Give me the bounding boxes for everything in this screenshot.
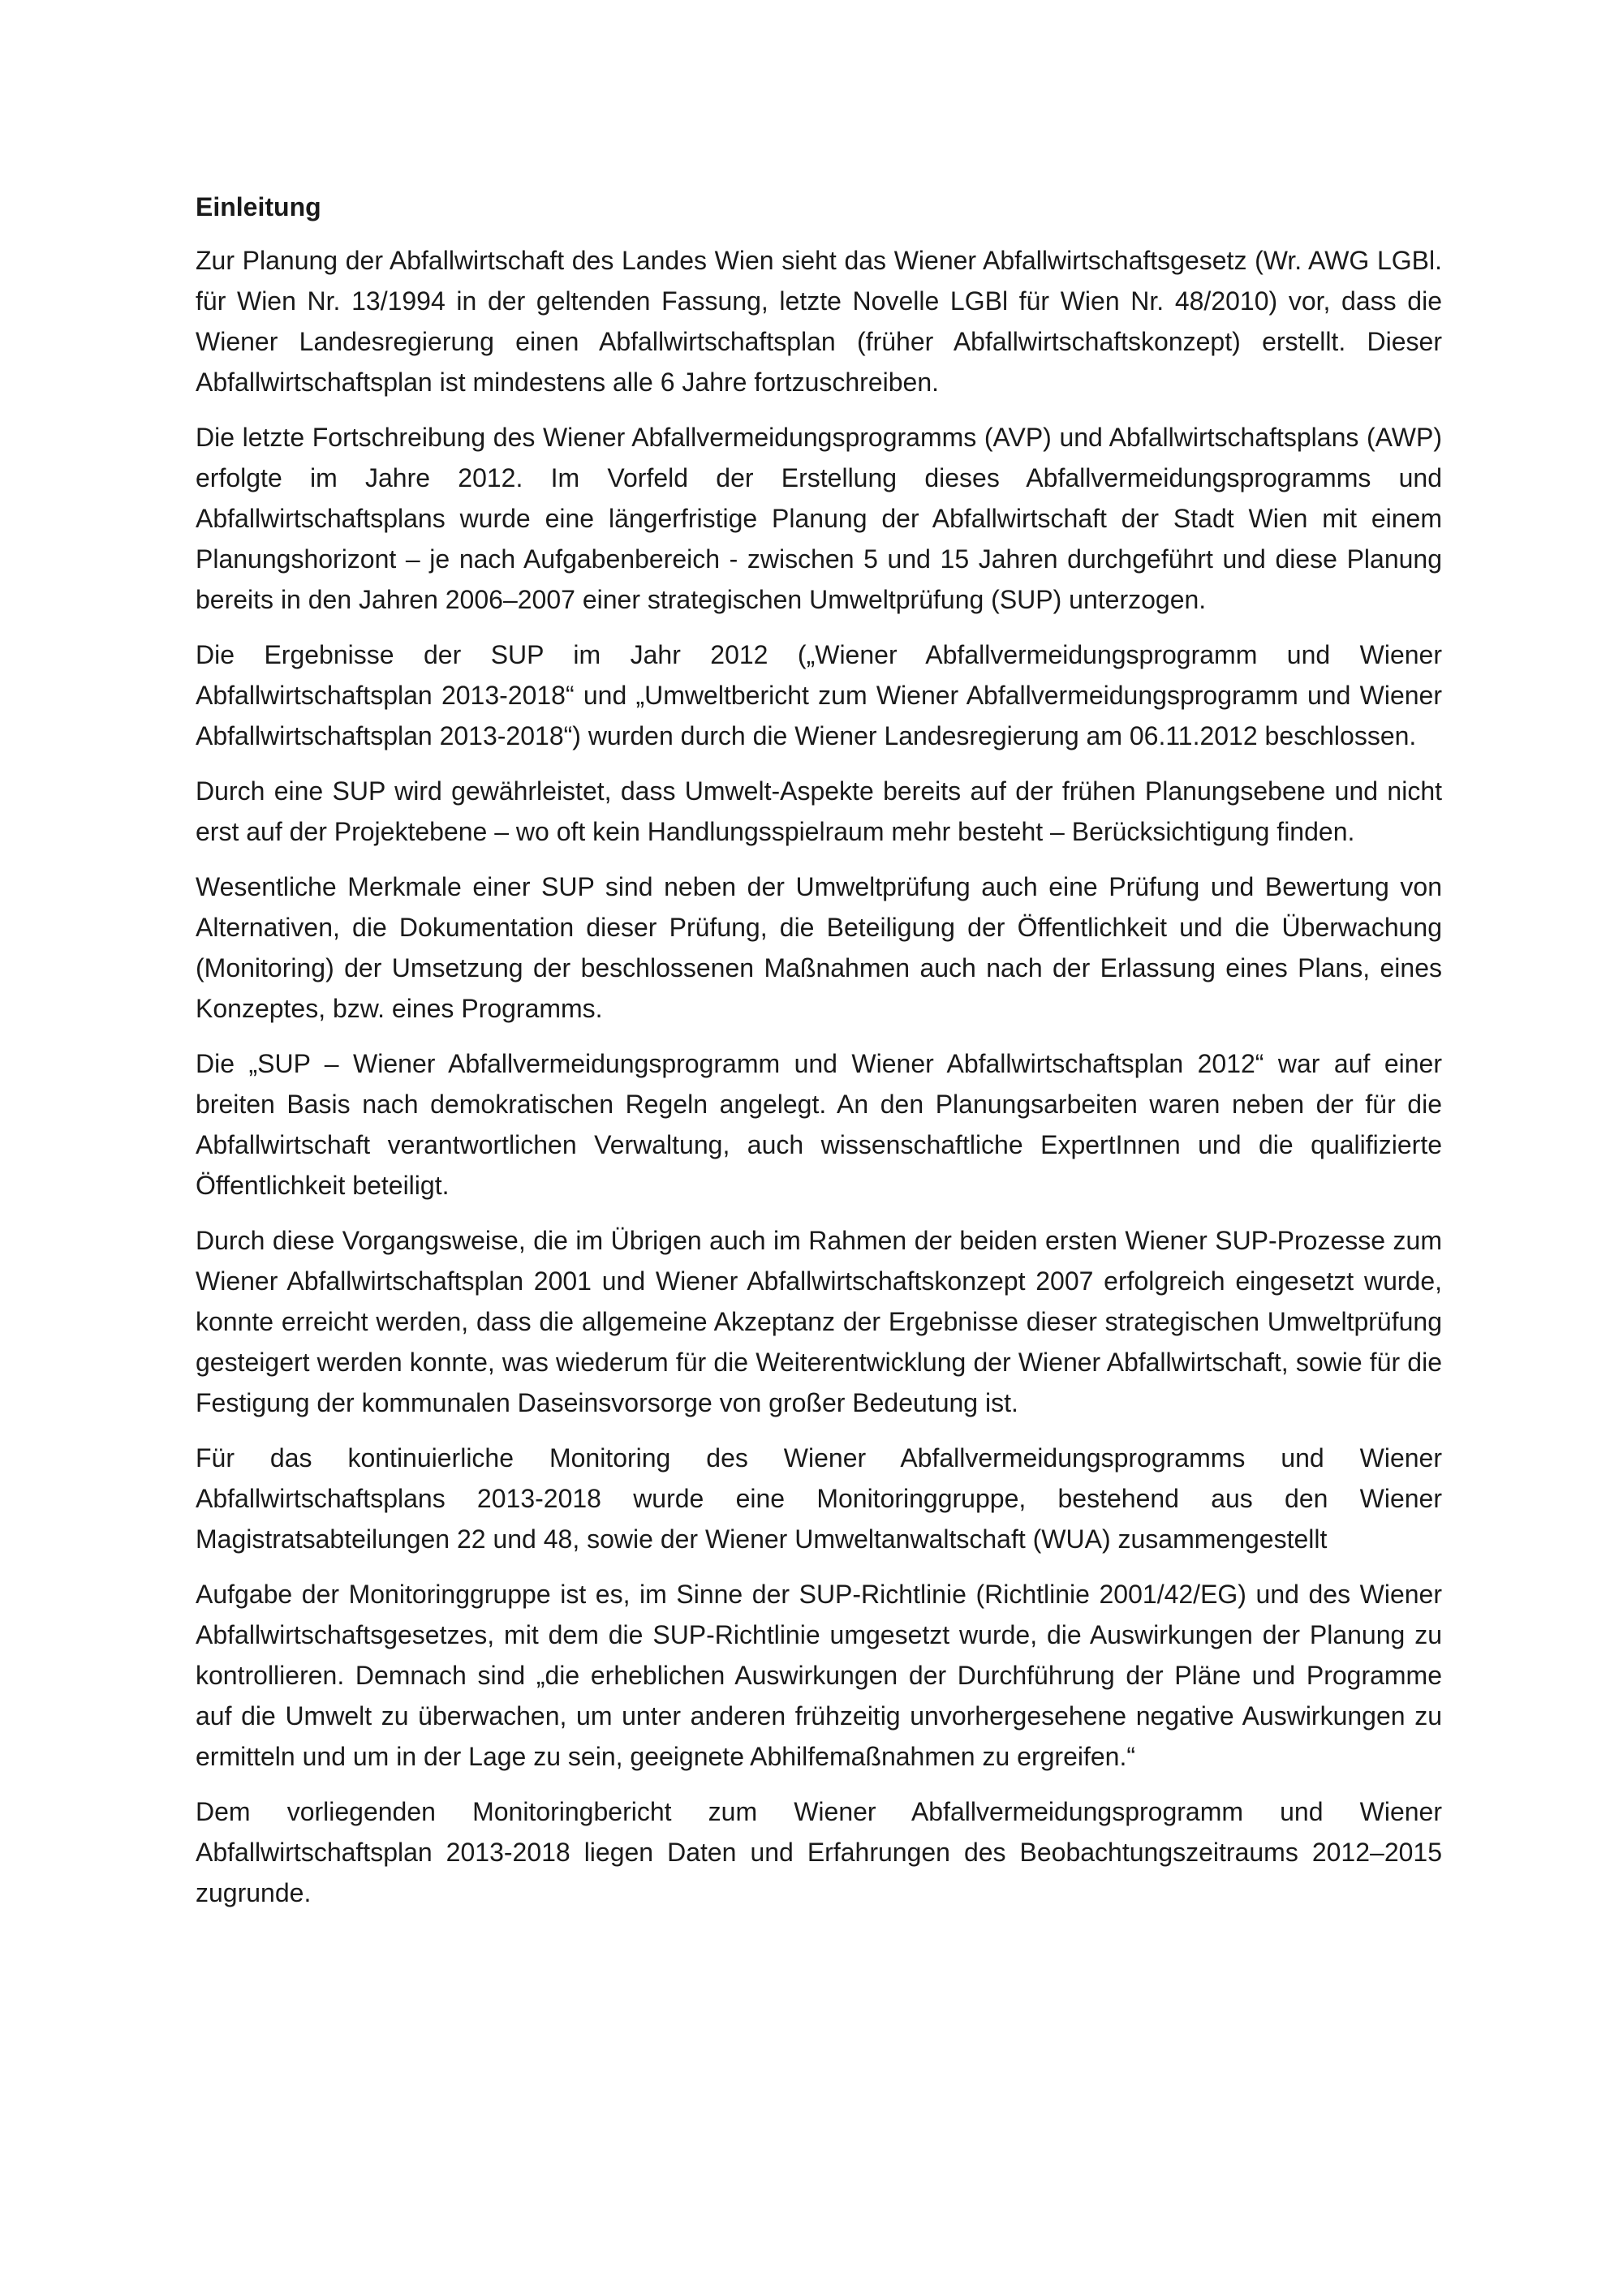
paragraph-9: Aufgabe der Monitoringgruppe ist es, im Sinne der SUP-Richtlinie (Richtlinie 2001/42/EG) und des Wiener Abfallwirtschaftsgesetzes, mit dem die SUP-Richtlinie umgesetzt wurde, die Auswirkungen der Planung zu kontrollieren. Demnach sind „die erheblichen Auswirkungen der Durchführung der Pläne und Programme auf die Umwelt zu überwachen, um unter anderen frühzeitig unvorhergesehene negative Auswirkungen zu ermitteln und um in der Lage zu sein, geeignete Abhilfemaßnahmen zu ergreifen.“ [196,1580,1442,1771]
paragraph-2: Die letzte Fortschreibung des Wiener Abfallvermeidungsprogramms (AVP) und Abfallwirtschaftsplans (AWP) erfolgte im Jahre 2012. Im Vorfeld der Erstellung dieses Abfallvermeidungsprogramms und Abfallwirtschaftsplans wurde eine längerfristige Planung der Abfallwirtschaft der Stadt Wien mit einem Planungshorizont – je nach Aufgabenbereich - zwischen 5 und 15 Jahren durchgeführt und diese Planung bereits in den Jahren 2006–2007 einer strategischen Umweltprüfung (SUP) unterzogen. [196,423,1442,614]
paragraph-8: Für das kontinuierliche Monitoring des Wiener Abfallvermeidungsprogramms und Wiener Abfallwirtschaftsplans 2013-2018 wurde eine Monitoringgruppe, bestehend aus den Wiener Magistratsabteilungen 22 und 48, sowie der Wiener Umweltanwaltschaft (WUA) zusammengestellt [196,1443,1442,1554]
paragraph-3: Die Ergebnisse der SUP im Jahr 2012 („Wiener Abfallvermeidungsprogramm und Wiener Abfallwirtschaftsplan 2013-2018“ und „Umweltbericht zum Wiener Abfallvermeidungsprogramm und Wiener Abfallwirtschaftsplan 2013-2018“) wurden durch die Wiener Landesregierung am 06.11.2012 beschlossen. [196,640,1442,750]
paragraph-10: Dem vorliegenden Monitoringbericht zum Wiener Abfallvermeidungsprogramm und Wiener Abfallwirtschaftsplan 2013-2018 liegen Daten und Erfahrungen des Beobachtungszeitraums 2012–2015 zugrunde. [196,1797,1442,1907]
paragraph-1: Zur Planung der Abfallwirtschaft des Landes Wien sieht das Wiener Abfallwirtschaftsgesetz (Wr. AWG LGBl. für Wien Nr. 13/1994 in der geltenden Fassung, letzte Novelle LGBl für Wien Nr. 48/2010) vor, dass die Wiener Landesregierung einen Abfallwirtschaftsplan (früher Abfallwirtschaftskonzept) erstellt. Dieser Abfallwirtschaftsplan ist mindestens alle 6 Jahre fortzuschreiben. [196,246,1442,397]
document-page [196,187,1442,1928]
paragraph-5: Wesentliche Merkmale einer SUP sind neben der Umweltprüfung auch eine Prüfung und Bewertung von Alternativen, die Dokumentation dieser Prüfung, die Beteiligung der Öffentlichkeit und die Überwachung (Monitoring) der Umsetzung der beschlossenen Maßnahmen auch nach der Erlassung eines Plans, eines Konzeptes, bzw. eines Programms. [196,872,1442,1023]
paragraph-6: Die „SUP – Wiener Abfallvermeidungsprogramm und Wiener Abfallwirtschaftsplan 2012“ war auf einer breiten Basis nach demokratischen Regeln angelegt. An den Planungsarbeiten waren neben der für die Abfallwirtschaft verantwortlichen Verwaltung, auch wissenschaftliche ExpertInnen und die qualifizierte Öffentlichkeit beteiligt. [196,1049,1442,1200]
paragraph-7: Durch diese Vorgangsweise, die im Übrigen auch im Rahmen der beiden ersten Wiener SUP-Prozesse zum Wiener Abfallwirtschaftsplan 2001 und Wiener Abfallwirtschaftskonzept 2007 erfolgreich eingesetzt wurde, konnte erreicht werden, dass die allgemeine Akzeptanz der Ergebnisse dieser strategischen Umweltprüfung gesteigert werden konnte, was wiederum für die Weiterentwicklung der Wiener Abfallwirtschaft, sowie für die Festigung der kommunalen Daseinsvorsorge von großer Bedeutung ist. [196,1226,1442,1417]
paragraph-4: Durch eine SUP wird gewährleistet, dass Umwelt-Aspekte bereits auf der frühen Planungsebene und nicht erst auf der Projektebene – wo oft kein Handlungsspielraum mehr besteht – Berücksichtigung finden. [196,776,1442,846]
section-heading: Einleitung [196,192,321,221]
